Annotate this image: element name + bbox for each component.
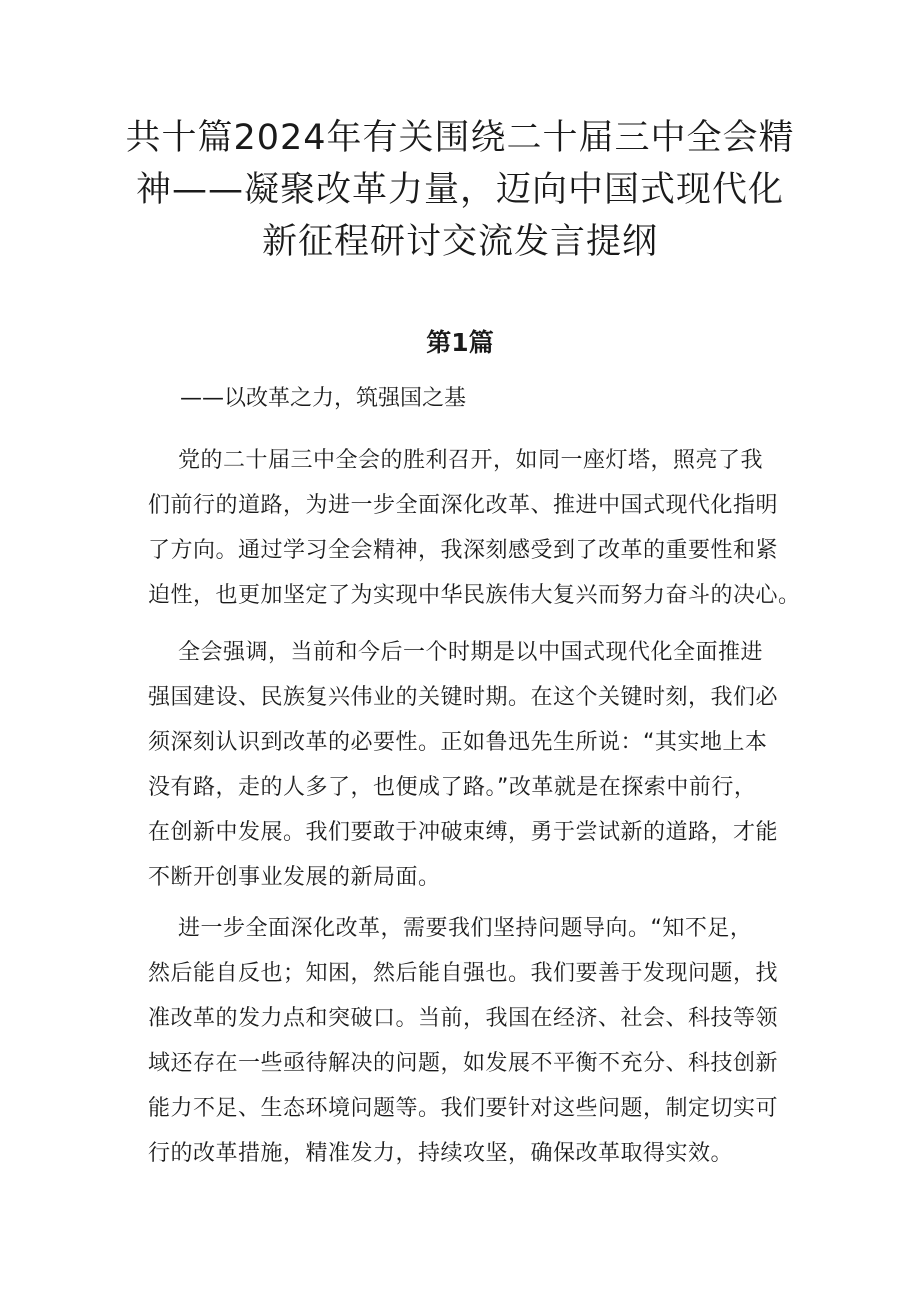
paragraph-line: 强国建设、民族复兴伟业的关键时期。在这个关键时刻，我们必 <box>148 685 779 710</box>
paragraph-line: 然后能自反也；知困，然后能自强也。我们要善于发现问题，找 <box>148 961 779 986</box>
paragraph-2 <box>148 630 788 900</box>
paragraph-1 <box>148 438 801 618</box>
paragraph-line: 迫性，也更加坚定了为实现中华民族伟大复兴而努力奋斗的决心。 <box>148 583 801 608</box>
paragraph-line: 们前行的道路，为进一步全面深化改革、推进中国式现代化指明 <box>148 493 779 518</box>
document-title <box>120 112 800 268</box>
paragraph-line: 不断开创事业发展的新局面。 <box>148 865 441 890</box>
paragraph-line: 全会强调，当前和今后一个时期是以中国式现代化全面推进 <box>178 640 764 665</box>
paragraph-line: 没有路，走的人多了，也便成了路。”改革就是在探索中前行， <box>148 775 757 800</box>
paragraph-line: 了方向。通过学习全会精神，我深刻感受到了改革的重要性和紧 <box>148 538 779 563</box>
paragraph-line: 须深刻认识到改革的必要性。正如鲁迅先生所说：“其实地上本 <box>148 730 768 755</box>
title-line: 新征程研讨交流发言提纲 <box>261 222 658 262</box>
paragraph-line: 能力不足、生态环境问题等。我们要针对这些问题，制定切实可 <box>148 1096 779 1121</box>
paragraph-line: 党的二十届三中全会的胜利召开，如同一座灯塔，照亮了我 <box>178 448 764 473</box>
paragraph-line: 行的改革措施，精准发力，持续攻坚，确保改革取得实效。 <box>148 1141 734 1166</box>
title-line: 共十篇2024年有关围绕二十届三中全会精 <box>125 118 795 158</box>
section-heading: 第1篇 <box>426 328 494 357</box>
paragraph-3 <box>148 906 788 1176</box>
paragraph-line: 在创新中发展。我们要敢于冲破束缚，勇于尝试新的道路，才能 <box>148 820 779 845</box>
paragraph-line: 域还存在一些亟待解决的问题，如发展不平衡不充分、科技创新 <box>148 1051 779 1076</box>
title-line: 神——凝聚改革力量，迈向中国式现代化 <box>135 170 784 210</box>
paragraph-line: 准改革的发力点和突破口。当前，我国在经济、社会、科技等领 <box>148 1006 779 1031</box>
paragraph-line: 进一步全面深化改革，需要我们坚持问题导向。“知不足， <box>178 916 753 941</box>
section-subtitle: ——以改革之力，筑强国之基 <box>180 386 467 411</box>
